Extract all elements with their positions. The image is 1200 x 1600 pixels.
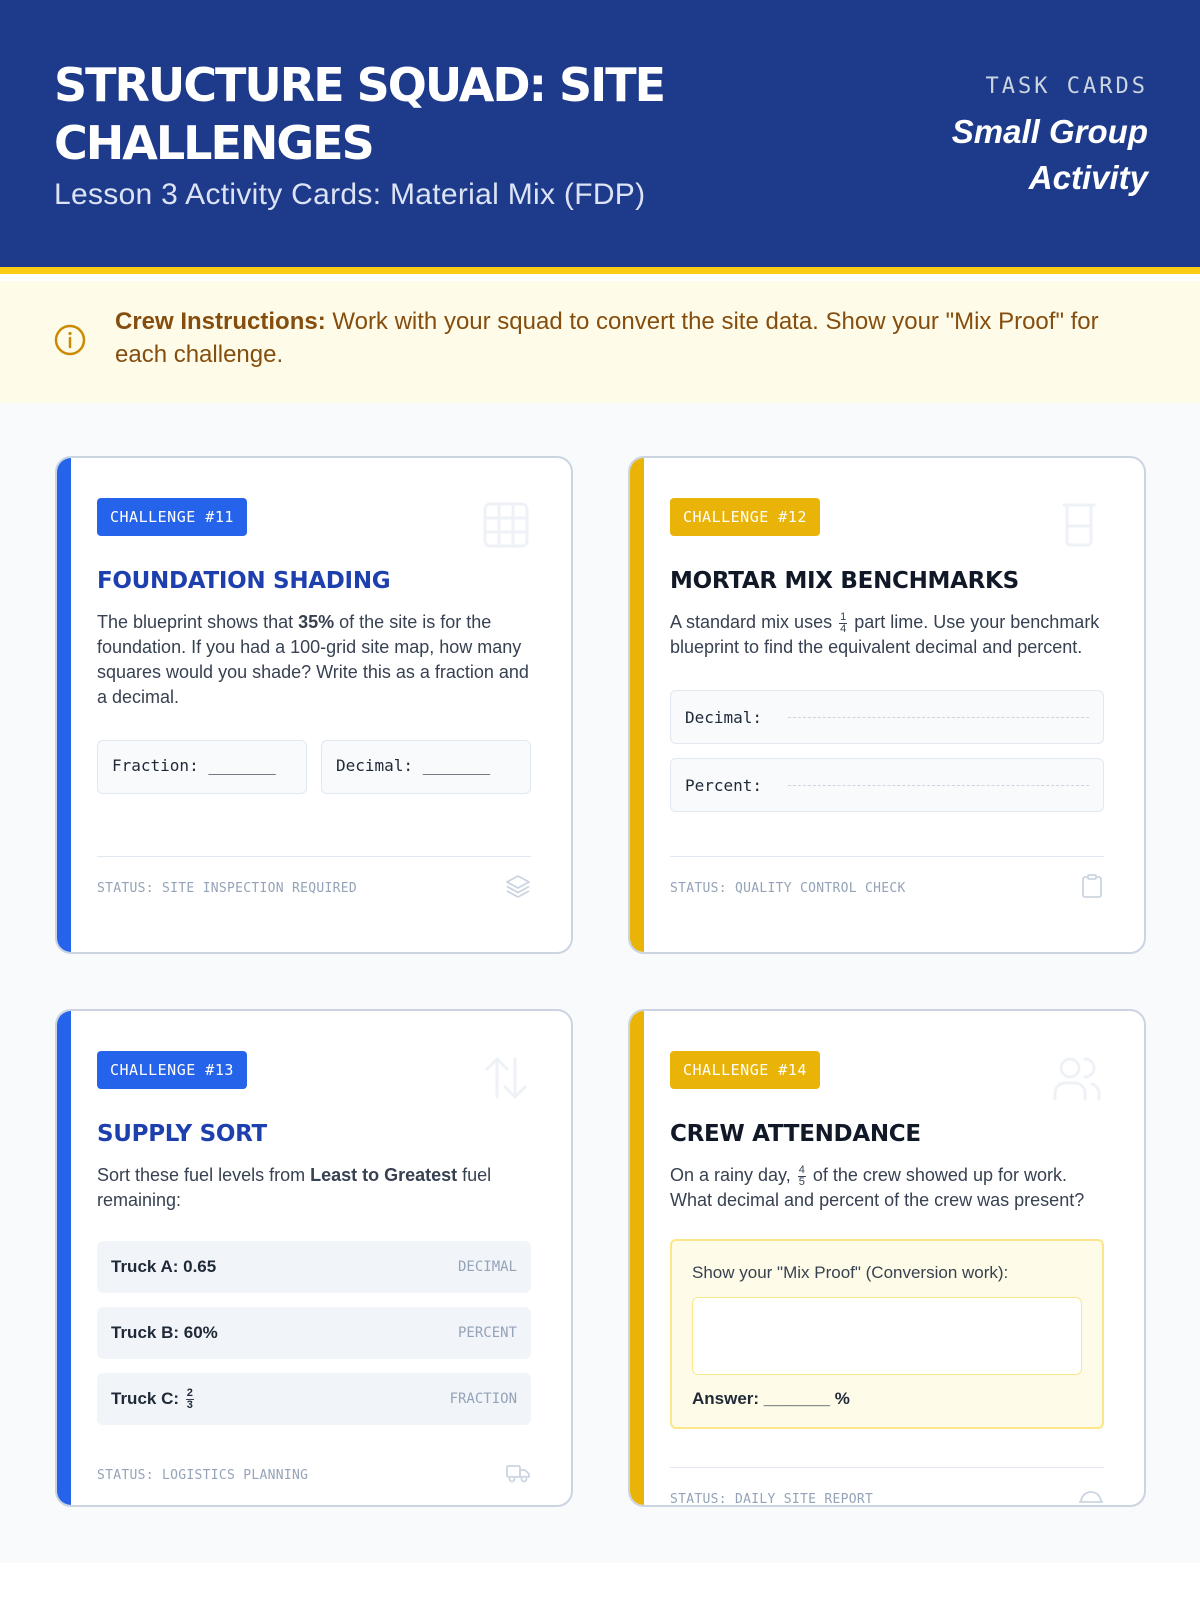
header-meta xyxy=(908,74,1148,201)
challenge-card-12 xyxy=(628,456,1146,954)
challenge-badge: CHALLENGE #14 xyxy=(670,1051,820,1089)
page-header xyxy=(0,0,1200,274)
mix-proof-box xyxy=(670,1239,1104,1429)
layers-icon xyxy=(505,865,531,904)
card-status xyxy=(97,1443,531,1499)
card-accent-bar xyxy=(57,458,71,952)
status-text: STATUS: SITE INSPECTION REQUIRED xyxy=(97,881,358,896)
info-icon xyxy=(54,324,86,361)
card-status xyxy=(670,1467,1104,1507)
fraction-two-thirds: $\frac{2}{3}$ xyxy=(186,1386,193,1411)
hard-hat-icon xyxy=(1078,1479,1104,1507)
decimal-field[interactable]: Decimal: xyxy=(670,690,1104,744)
instructions-text xyxy=(115,305,1145,371)
instructions-label: Crew Instructions: xyxy=(115,308,326,335)
clipboard-icon xyxy=(1080,865,1104,904)
card-accent-bar xyxy=(630,458,644,952)
card-description: The blueprint shows that 35% of the site is for the foundation. If you had a 100-grid site map, how many squares would you shade? Write this as a fraction and a decimal. xyxy=(97,612,529,707)
decimal-field[interactable]: Decimal: _______ xyxy=(321,740,531,794)
card-accent-bar xyxy=(57,1011,71,1505)
sort-list xyxy=(97,1241,531,1425)
page-subtitle: Lesson 3 Activity Cards: Material Mix (FDP) xyxy=(54,178,646,211)
page-title: STRUCTURE SQUAD: SITE CHALLENGES xyxy=(54,58,665,170)
challenge-badge: CHALLENGE #13 xyxy=(97,1051,247,1089)
answer-line[interactable]: Answer: _______ % xyxy=(692,1389,850,1408)
fraction-one-quarter: $\frac{1}{4}$ xyxy=(840,610,847,635)
card-description: On a rainy day, $\frac{4}{5}$ of the crew showed up for work. What decimal and percent of the crew was present? xyxy=(670,1163,1085,1210)
fraction-four-fifths: $\frac{4}{5}$ xyxy=(798,1163,805,1188)
sort-item-truck-a[interactable]: Truck A: 0.65 DECIMAL xyxy=(97,1241,531,1293)
card-accent-bar xyxy=(630,1011,644,1505)
challenge-card-11 xyxy=(55,456,573,954)
sort-item-truck-c[interactable]: Truck C: $\frac{2}{3}$ FRACTION xyxy=(97,1373,531,1425)
card-description: A standard mix uses $\frac{1}{4}$ part lime. Use your benchmark blueprint to find the equivalent decimal and percent. xyxy=(670,610,1100,657)
activity-type: Small Group Activity xyxy=(951,113,1148,196)
mix-proof-label: Show your "Mix Proof" (Conversion work): xyxy=(692,1263,1009,1282)
status-text: STATUS: LOGISTICS PLANNING xyxy=(97,1467,309,1483)
card-status xyxy=(670,856,1104,912)
sort-item-truck-b[interactable]: Truck B: 60% PERCENT xyxy=(97,1307,531,1359)
card-title: CREW ATTENDANCE xyxy=(670,1121,921,1147)
fraction-field[interactable]: Fraction: _______ xyxy=(97,740,307,794)
truck-icon xyxy=(505,1454,531,1489)
card-title: FOUNDATION SHADING xyxy=(97,568,391,594)
card-status xyxy=(97,856,531,912)
answer-fields xyxy=(97,740,531,794)
card-description: Sort these fuel levels from Least to Greatest fuel remaining: xyxy=(97,1165,492,1210)
status-text: STATUS: DAILY SITE REPORT xyxy=(670,1492,874,1507)
challenge-badge: CHALLENGE #11 xyxy=(97,498,247,536)
status-text: STATUS: QUALITY CONTROL CHECK xyxy=(670,881,906,896)
card-title: MORTAR MIX BENCHMARKS xyxy=(670,568,1019,594)
header-kicker: TASK CARDS xyxy=(985,74,1148,99)
challenge-badge: CHALLENGE #12 xyxy=(670,498,820,536)
challenge-card-13 xyxy=(55,1009,573,1507)
percent-field[interactable]: Percent: xyxy=(670,758,1104,812)
card-title: SUPPLY SORT xyxy=(97,1121,267,1147)
instructions-body: Work with your squad to convert the site data. Show your "Mix Proof" for each challenge. xyxy=(115,308,1099,368)
mix-proof-work-area[interactable] xyxy=(692,1297,1082,1375)
challenge-card-14 xyxy=(628,1009,1146,1507)
